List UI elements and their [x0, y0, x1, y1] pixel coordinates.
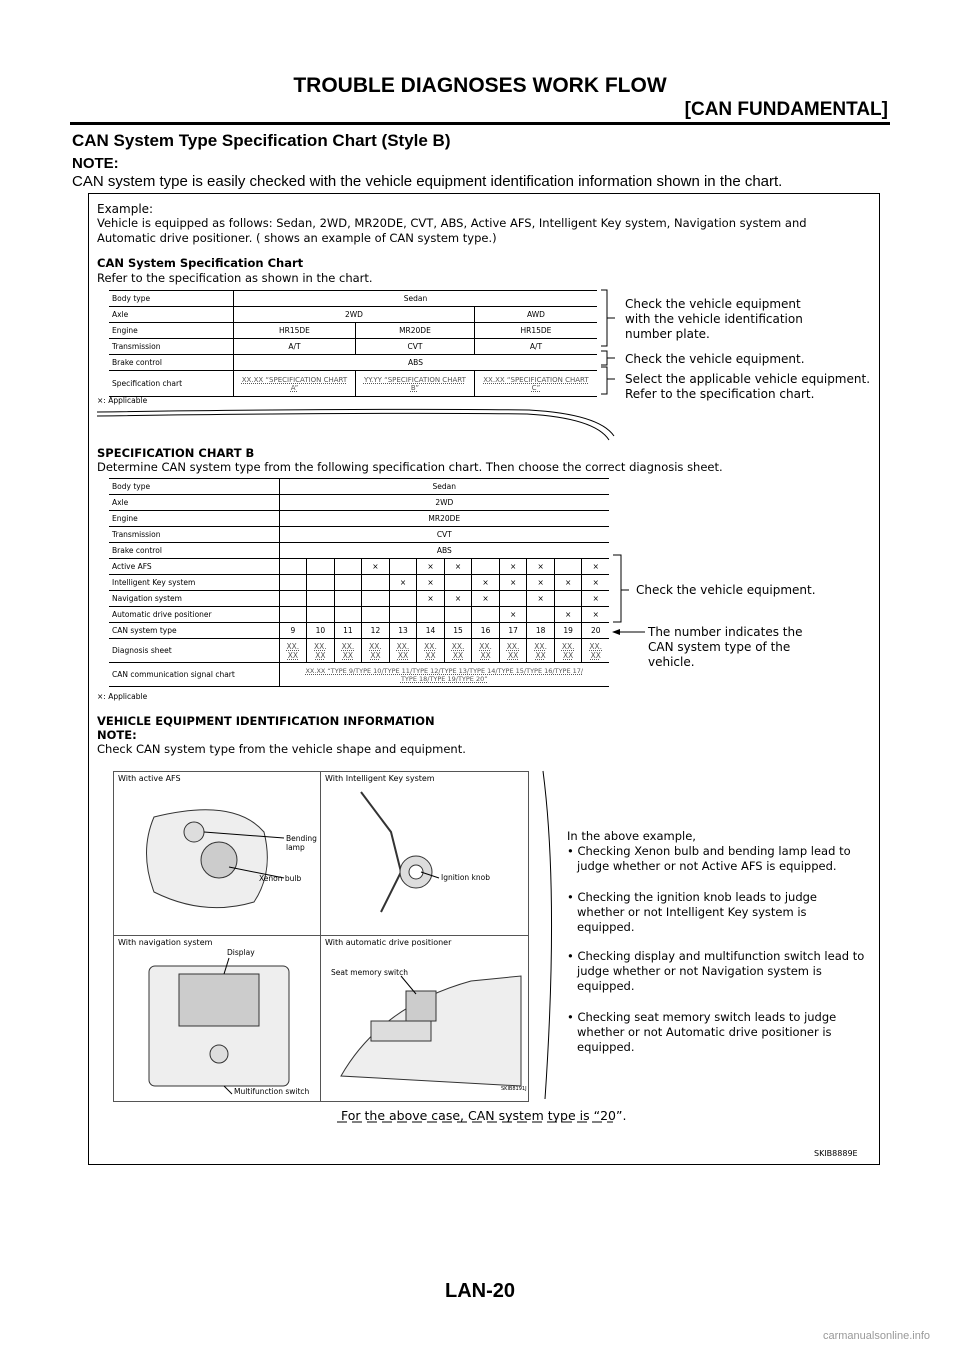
table-row — [109, 639, 609, 663]
watermark: carmanualsonline.info — [822, 1330, 930, 1342]
row-value: HR15DE — [474, 323, 597, 339]
row-value: A/T — [474, 339, 597, 355]
callout-system-type: The number indicates the CAN system type of the vehicle. — [648, 625, 803, 669]
mark-cell — [472, 607, 500, 623]
mark-cell — [362, 575, 390, 591]
row-label: Specification chart — [109, 371, 234, 397]
mark-cell — [307, 591, 335, 607]
diagnosis-sheet-cell: XX. XX — [499, 639, 527, 663]
diagnosis-sheet-cell: XX. XX — [444, 639, 472, 663]
specification-figure — [88, 193, 880, 1165]
system-type-cell: 18 — [527, 623, 555, 639]
applicable-note-b: ×: Applicable — [97, 692, 148, 701]
photo-intelligent-key — [320, 771, 529, 937]
signal-chart-line1: XX.XX “TYPE 9/TYPE 10/TYPE 11/TYPE 12/TYPE 13/TYPE 14/TYPE 15/TYPE 16/TYPE 17/ — [305, 666, 584, 675]
system-type-cell: 13 — [389, 623, 417, 639]
table-row — [109, 663, 609, 687]
photo-caption: With active AFS — [118, 774, 181, 783]
mark-cell: × — [417, 575, 445, 591]
mark-cell — [389, 559, 417, 575]
signal-chart-cell — [279, 663, 609, 687]
spec-chart-title: CAN System Specification Chart — [97, 256, 304, 270]
list-item: • Checking Xenon bulb and bending lamp lead to judge whether or not Active AFS is equipped. — [567, 844, 851, 873]
row-value: YY.YY “SPECIFICATION CHART B” — [355, 371, 474, 397]
mark-cell — [554, 559, 582, 575]
mark-cell — [307, 607, 335, 623]
callout-check-equipment-b: Check the vehicle equipment. — [636, 583, 816, 597]
row-value: 2WD — [234, 307, 475, 323]
mark-cell: × — [499, 607, 527, 623]
mark-cell: × — [472, 591, 500, 607]
row-label: CAN system type — [109, 623, 279, 639]
table-row — [109, 527, 609, 543]
row-label: Transmission — [109, 339, 234, 355]
row-value: XX.XX “SPECIFICATION CHART A” — [234, 371, 356, 397]
diagnosis-sheet-cell: XX. XX — [582, 639, 609, 663]
mark-cell — [334, 607, 362, 623]
mark-cell — [279, 559, 307, 575]
mark-cell — [307, 575, 335, 591]
row-value: AWD — [474, 307, 597, 323]
page-header-title: TROUBLE DIAGNOSES WORK FLOW — [293, 74, 667, 97]
spec-chart-subtitle: Refer to the specification as shown in the chart. — [97, 271, 373, 285]
diagnosis-sheet-cell: XX. XX — [472, 639, 500, 663]
table-row — [109, 623, 609, 639]
system-type-cell: 17 — [499, 623, 527, 639]
explain-intro: In the above example, — [567, 829, 696, 843]
table-row — [109, 495, 609, 511]
table-row — [109, 575, 609, 591]
row-label: Axle — [109, 307, 234, 323]
row-label: Axle — [109, 495, 279, 511]
row-label: Intelligent Key system — [109, 575, 279, 591]
row-value: A/T — [234, 339, 356, 355]
row-label: Brake control — [109, 355, 234, 371]
row-value: Sedan — [234, 291, 598, 307]
mark-cell — [362, 591, 390, 607]
mark-cell: × — [444, 591, 472, 607]
photo-caption: With automatic drive positioner — [325, 938, 452, 947]
callout-select-equipment: Select the applicable vehicle equipment. Refer to the specification chart. — [625, 372, 871, 401]
headlamp-illustration — [114, 772, 321, 936]
mark-cell: × — [582, 559, 609, 575]
mark-cell — [334, 575, 362, 591]
mark-cell: × — [472, 575, 500, 591]
table-row — [109, 559, 609, 575]
label-bending-lamp-2: lamp — [286, 843, 305, 852]
row-label: CAN communication signal chart — [109, 663, 279, 687]
figure-id: SKIB8889E — [814, 1149, 858, 1158]
diagnosis-sheet-cell: XX. XX — [417, 639, 445, 663]
diagnosis-sheet-cell: XX. XX — [279, 639, 307, 663]
mark-cell — [334, 591, 362, 607]
label-display: Display — [227, 948, 255, 957]
list-item: • Checking seat memory switch leads to judge whether or not Automatic drive positioner is equipped. — [567, 1010, 837, 1054]
system-type-cell: 10 — [307, 623, 335, 639]
row-label: Transmission — [109, 527, 279, 543]
row-value: CVT — [355, 339, 474, 355]
label-bending-lamp: Bending — [286, 834, 317, 843]
row-label: Body type — [109, 479, 279, 495]
label-multifunction-switch: Multifunction switch — [234, 1087, 310, 1096]
mark-cell — [389, 607, 417, 623]
mark-cell: × — [554, 575, 582, 591]
example-line1: Vehicle is equipped as follows: Sedan, 2WD, MR20DE, CVT, ABS, Active AFS, Intelligent Key system, Navigation system and — [97, 216, 807, 230]
specification-chart-b — [109, 478, 609, 687]
navigation-illustration — [114, 936, 321, 1101]
mark-cell: × — [417, 591, 445, 607]
mark-cell: × — [389, 575, 417, 591]
mark-cell: × — [444, 559, 472, 575]
mark-cell: × — [554, 607, 582, 623]
vei-title: VEHICLE EQUIPMENT IDENTIFICATION INFORMATION — [97, 714, 435, 728]
section-title: CAN System Type Specification Chart (Style B) — [72, 131, 451, 150]
mark-cell — [444, 575, 472, 591]
mark-cell — [279, 591, 307, 607]
row-label: Body type — [109, 291, 234, 307]
system-type-cell: 16 — [472, 623, 500, 639]
diagnosis-sheet-cell: XX. XX — [554, 639, 582, 663]
mark-cell: × — [499, 559, 527, 575]
label-ignition-knob: Ignition knob — [441, 873, 491, 882]
table-row — [109, 511, 609, 527]
system-type-cell: 9 — [279, 623, 307, 639]
row-label: Diagnosis sheet — [109, 639, 279, 663]
table-row — [109, 479, 609, 495]
list-item: • Checking the ignition knob leads to judge whether or not Intelligent Key system is equipped. — [567, 890, 818, 934]
row-label: Automatic drive positioner — [109, 607, 279, 623]
system-type-cell: 11 — [334, 623, 362, 639]
mark-cell: × — [417, 559, 445, 575]
mark-cell: × — [582, 607, 609, 623]
mark-cell: × — [527, 575, 555, 591]
diagnosis-sheet-cell: XX. XX — [389, 639, 417, 663]
callout-check-equipment: Check the vehicle equipment. — [625, 352, 805, 366]
callout-check-id-plate: Check the vehicle equipment with the vehicle identification number plate. — [625, 297, 803, 341]
mark-cell — [554, 591, 582, 607]
mark-cell — [279, 575, 307, 591]
mark-cell: × — [582, 591, 609, 607]
chart-b-title: SPECIFICATION CHART B — [97, 446, 255, 460]
row-label: Engine — [109, 511, 279, 527]
row-value: ABS — [234, 355, 598, 371]
row-value: ABS — [279, 543, 609, 559]
mark-cell — [389, 591, 417, 607]
system-type-cell: 15 — [444, 623, 472, 639]
page-header-section: [CAN FUNDAMENTAL] — [684, 99, 888, 120]
applicable-note: ×: Applicable — [97, 396, 148, 405]
row-label: Active AFS — [109, 559, 279, 575]
diagnosis-sheet-cell: XX. XX — [362, 639, 390, 663]
row-label: Navigation system — [109, 591, 279, 607]
mark-cell — [527, 607, 555, 623]
table-row — [109, 543, 609, 559]
mark-cell — [417, 607, 445, 623]
mark-cell: × — [582, 575, 609, 591]
mark-cell — [307, 559, 335, 575]
label-xenon-bulb: Xenon bulb — [259, 874, 302, 883]
list-item: • Checking display and multifunction switch lead to judge whether or not Navigation system is equipped. — [567, 949, 865, 993]
header-rule — [70, 122, 890, 125]
row-value: Sedan — [279, 479, 609, 495]
row-label: Engine — [109, 323, 234, 339]
mark-cell: × — [499, 575, 527, 591]
signal-chart-line2: TYPE 18/TYPE 19/TYPE 20” — [400, 674, 488, 683]
row-value: XX.XX “SPECIFICATION CHART C” — [474, 371, 597, 397]
mark-cell: × — [362, 559, 390, 575]
mark-cell: × — [527, 559, 555, 575]
note-text: CAN system type is easily checked with the vehicle equipment identification information shown in the chart. — [72, 173, 783, 190]
system-type-cell: 19 — [554, 623, 582, 639]
photo-id: SKIB8191J — [501, 1086, 527, 1092]
row-value: 2WD — [279, 495, 609, 511]
mark-cell — [472, 559, 500, 575]
system-type-cell: 12 — [362, 623, 390, 639]
mark-cell — [279, 607, 307, 623]
mark-cell — [499, 591, 527, 607]
row-value: CVT — [279, 527, 609, 543]
vei-note-label: NOTE: — [97, 728, 137, 742]
mark-cell — [362, 607, 390, 623]
diagnosis-sheet-cell: XX. XX — [307, 639, 335, 663]
row-value: MR20DE — [279, 511, 609, 527]
row-value: MR20DE — [355, 323, 474, 339]
diagnosis-sheet-cell: XX. XX — [527, 639, 555, 663]
example-label: Example: — [97, 202, 154, 216]
photo-navigation — [113, 935, 322, 1102]
mark-cell: × — [527, 591, 555, 607]
note-label: NOTE: — [72, 155, 119, 172]
example-line2: Automatic drive positioner. ( shows an example of CAN system type.) — [97, 231, 497, 245]
ignition-illustration — [321, 772, 528, 936]
explanation — [567, 829, 867, 1055]
mark-cell — [334, 559, 362, 575]
system-type-cell: 20 — [582, 623, 609, 639]
page-number: LAN-20 — [444, 1280, 515, 1302]
system-type-cell: 14 — [417, 623, 445, 639]
label-seat-memory-switch: Seat memory switch — [331, 968, 408, 977]
row-label: Brake control — [109, 543, 279, 559]
door-switch-illustration — [321, 936, 528, 1101]
table-row — [109, 607, 609, 623]
table-row — [109, 591, 609, 607]
mark-cell — [444, 607, 472, 623]
vei-subtitle: Check CAN system type from the vehicle shape and equipment. — [97, 742, 466, 756]
row-value: HR15DE — [234, 323, 356, 339]
photo-drive-positioner — [320, 935, 529, 1102]
diagnosis-sheet-cell: XX. XX — [334, 639, 362, 663]
conclusion: For the above case, CAN system type is “20”. — [341, 1108, 627, 1123]
photo-active-afs — [113, 771, 322, 937]
photo-caption: With navigation system — [118, 938, 213, 947]
chart-b-subtitle: Determine CAN system type from the following specification chart. Then choose the correct diagnosis sheet. — [97, 460, 723, 474]
photo-caption: With Intelligent Key system — [325, 774, 435, 783]
